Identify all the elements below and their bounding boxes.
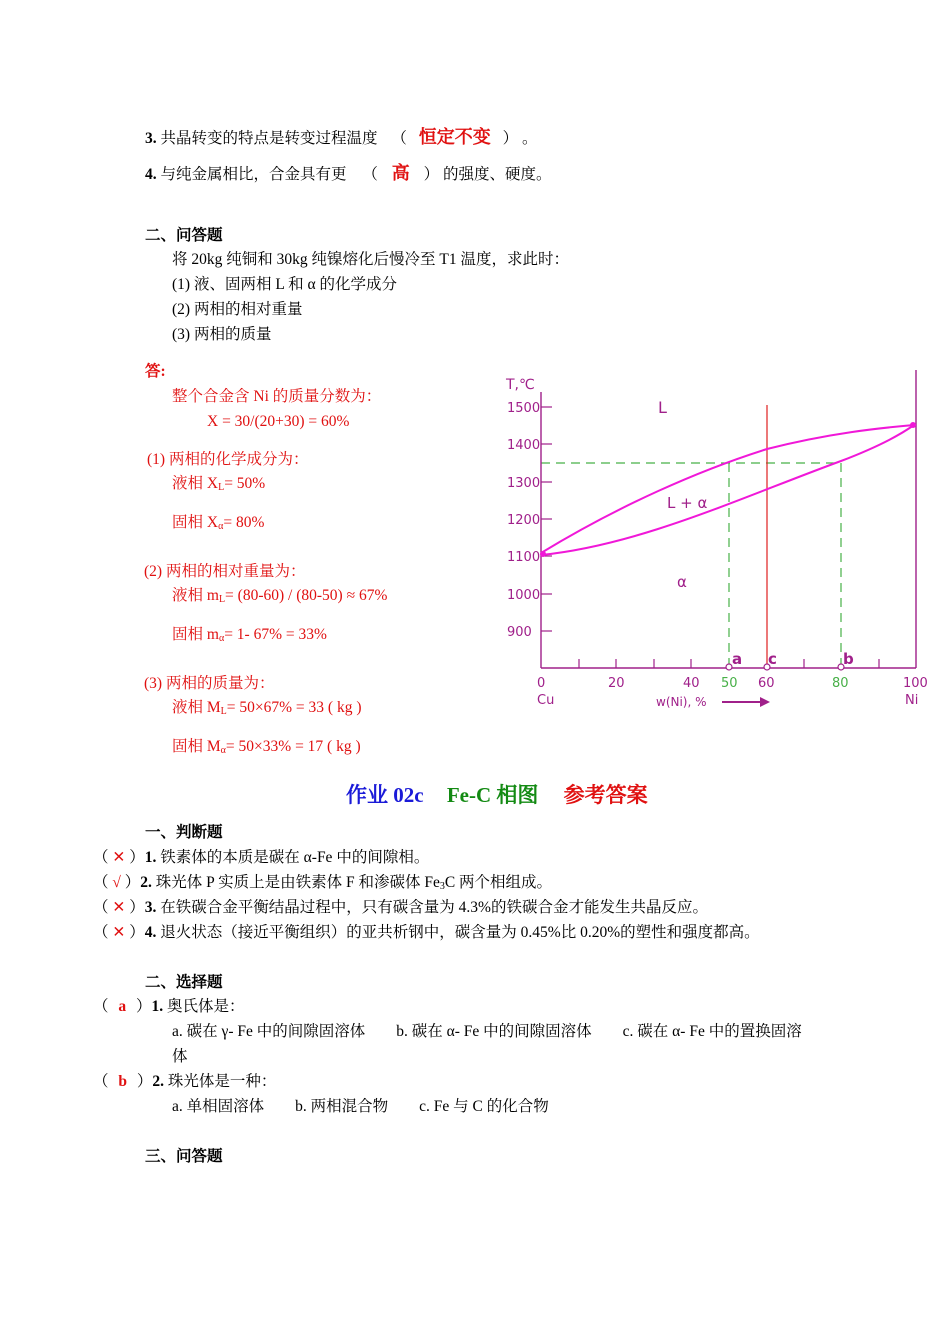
choice-q2-answer: b [118, 1073, 128, 1090]
choice-q2-options: a. 单相固溶体 b. 两相混合物 c. Fe 与 C 的化合物 [172, 1098, 549, 1115]
q3-answer: 恒定不变 [418, 127, 491, 148]
judge-2-number: 2. [140, 874, 152, 891]
s2-liquid-post: = (80-60) / (80-50) ≈ 67% [225, 587, 388, 604]
judge-3-number: 3. [144, 899, 157, 916]
s2-title: (2) 两相的相对重量为： [144, 563, 306, 580]
choice-q2-text: 珠光体是一种： [167, 1073, 277, 1090]
s3-liquid-sub: L [220, 706, 227, 717]
judge-1-number: 1. [144, 849, 157, 866]
choice-heading: 二、选择题 [145, 974, 223, 991]
q3-close-paren: ） [502, 130, 519, 147]
x-label-40: 40 [683, 676, 700, 691]
s1-solid-post: = 80% [223, 514, 265, 531]
x-label-60: 60 [758, 676, 775, 691]
q3-open-paren: （ [391, 130, 407, 147]
point-a-label: a [732, 650, 743, 668]
judge-3-cross-icon: ✕ [112, 899, 126, 916]
s1-liquid-sub: L [218, 482, 225, 493]
choice-q1-text: 奥氏体是： [167, 998, 245, 1015]
q3-text: 共晶转变的特点是转变过程温度 [160, 130, 378, 147]
x-label-0: 0 [537, 676, 546, 691]
ni-fraction-text: 整个合金含 Ni 的质量分数为： [172, 388, 382, 405]
problem-line-2: (1) 液、固两相 L 和 α 的化学成分 [172, 276, 397, 293]
title-answer: 参考答案 [563, 783, 648, 807]
judge-2-sub: 3 [439, 881, 445, 892]
y-axis-title: T,℃ [506, 377, 535, 393]
x-label-20: 20 [608, 676, 625, 691]
s2-liquid-pre: 液相 m [172, 587, 219, 604]
problem-line-1: 将 20kg 纯铜和 30kg 纯镍熔化后慢冷至 T1 温度，求此时： [172, 251, 569, 268]
s1-solid-sub: α [218, 521, 224, 532]
s2-solid-sub: α [218, 633, 225, 644]
region-label-l: L [658, 398, 667, 417]
problem-line-3: (2) 两相的相对重量 [172, 301, 303, 318]
s3-solid-post: = 50×33% = 17 ( kg ) [225, 738, 361, 755]
choice-q1-options-line1: a. 碳在 γ- Fe 中的间隙固溶体 b. 碳在 α- Fe 中的间隙固溶体 c. 碳在 α- Fe 中的置换固溶 [172, 1023, 802, 1040]
problem-line-4: (3) 两相的质量 [172, 326, 272, 343]
title-work: 作业 02c [346, 783, 424, 807]
q3-end: 。 [522, 130, 538, 147]
liquidus-curve [541, 425, 914, 553]
point-b-label: b [843, 650, 854, 668]
s1-title: (1) 两相的化学成分为： [147, 451, 309, 468]
q4-open-paren: （ [362, 166, 378, 183]
q4-close-paren: ） [423, 166, 440, 183]
s2-solid-pre: 固相 m [172, 626, 219, 643]
x-label-100: 100 [903, 676, 928, 691]
judge-item-2: （ √ ）2. 珠光体 P 实质上是由铁素体 F 和渗碳体 $Fe_3C$ 两个相组成。 [93, 874, 553, 892]
judge-1-cross-icon: ✕ [112, 849, 126, 866]
section-title [346, 782, 648, 808]
x-axis-title: w(Ni), % [656, 695, 707, 709]
y-label-1500: 1500 [507, 401, 541, 416]
title-fe-c: Fe-C 相图 [446, 783, 539, 807]
judge-2-check-icon: √ [112, 874, 121, 891]
judge-heading: 一、判断题 [145, 824, 223, 841]
x-label-80: 80 [832, 676, 849, 691]
judge-4-number: 4. [144, 924, 157, 941]
judge-4-cross-icon: ✕ [112, 924, 126, 941]
y-label-1000: 1000 [507, 588, 541, 603]
judge-2-text-pre: 珠光体 P 实质上是由铁素体 F 和渗碳体 Fe [155, 874, 440, 891]
s2-solid-post: = 1- 67% = 33% [224, 626, 327, 643]
s3-title: (3) 两相的质量为： [144, 675, 275, 692]
x-formula: X = 30/(20+30) = 60% [207, 413, 350, 430]
s1-liquid-post: = 50% [224, 475, 266, 492]
q3-number: 3. [145, 130, 157, 147]
y-label-1200: 1200 [507, 513, 541, 528]
choice-q2: （ b ）2. 珠光体是一种： [93, 1073, 277, 1090]
ni-melting-point [910, 422, 916, 428]
y-label-1300: 1300 [507, 476, 541, 491]
x-label-50: 50 [721, 676, 738, 691]
choice-q1-number: 1. [151, 998, 164, 1015]
region-label-alpha: α [677, 573, 687, 591]
judge-4-text: 退火状态（接近平衡组织）的亚共析钢中，碳含量为 0.45%比 0.20%的塑性和强度都高。 [160, 924, 760, 941]
qa-heading: 二、问答题 [145, 227, 223, 244]
answer-label: 答: [145, 363, 166, 380]
region-label-l-alpha: L + α [667, 494, 708, 512]
choice-q1-answer: a [118, 998, 127, 1015]
q4-text: 与纯金属相比，合金具有更 [160, 166, 347, 183]
judge-item-4: （ ✕ ）4. 退火状态（接近平衡组织）的亚共析钢中，碳含量为 0.45%比 0.20%的塑性和强度都高。 [93, 924, 760, 941]
y-label-1400: 1400 [507, 438, 541, 453]
y-label-1100: 1100 [507, 550, 541, 565]
s3-liquid-post: = 50×67% = 33 ( kg ) [226, 699, 362, 716]
judge-1-text: 铁素体的本质是碳在 α-Fe 中的间隙相。 [160, 849, 430, 866]
s3-solid-sub: α [220, 745, 226, 756]
direction-arrow-icon [760, 697, 770, 707]
judge-item-3: （ ✕ ）3. 在铁碳合金平衡结晶过程中，只有碳含量为 4.3%的铁碳合金才能发生共晶反应。 [93, 899, 708, 916]
x-left-label-cu: Cu [537, 693, 555, 708]
s3-liquid-pre: 液相 M [172, 699, 221, 716]
choice-q1: （ a ）1. 奥氏体是： [93, 998, 245, 1015]
qa2-heading: 三、问答题 [145, 1148, 223, 1165]
choice-q1-options-line2: 体 [172, 1048, 188, 1065]
choice-q2-number: 2. [152, 1073, 165, 1090]
y-label-900: 900 [507, 625, 532, 640]
q4-answer: 高 [391, 163, 410, 184]
x-right-label-ni: Ni [905, 693, 919, 708]
judge-2-text-post: C 两个相组成。 [444, 874, 553, 891]
s1-liquid-pre: 液相 X [172, 475, 219, 492]
cu-melting-point [540, 551, 546, 557]
s2-liquid-sub: L [218, 594, 226, 605]
q4-number: 4. [145, 166, 157, 183]
point-c-label: c [768, 650, 777, 668]
judge-3-text: 在铁碳合金平衡结晶过程中，只有碳含量为 4.3%的铁碳合金才能发生共晶反应。 [160, 899, 708, 916]
q4-end: 的强度、硬度。 [443, 166, 552, 183]
judge-item-1: （ ✕ ）1. 铁素体的本质是碳在 α-Fe 中的间隙相。 [93, 849, 430, 866]
s1-solid-pre: 固相 X [172, 514, 219, 531]
s3-solid-pre: 固相 M [172, 738, 221, 755]
solidus-curve [541, 425, 914, 555]
